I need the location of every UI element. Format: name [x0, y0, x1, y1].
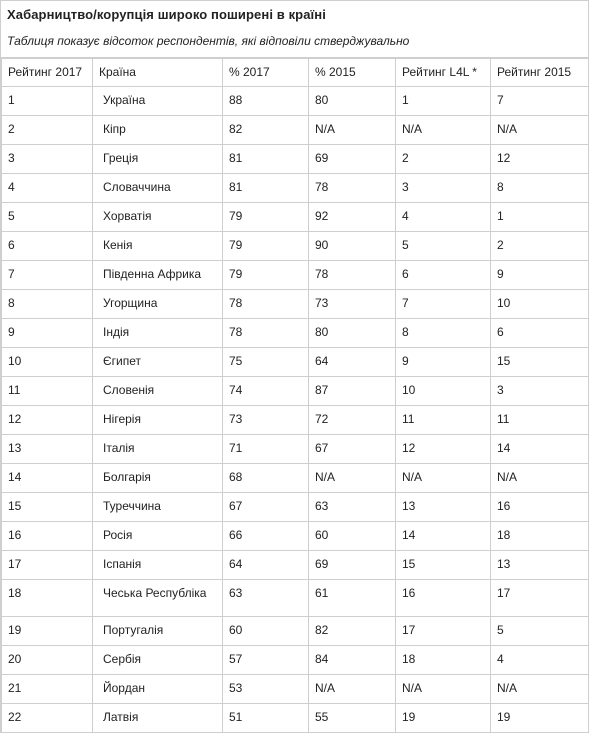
- cell-rank-2015: N/A: [491, 464, 589, 493]
- cell-country: Словенія: [93, 377, 223, 406]
- cell-pct-2015: 82: [309, 617, 396, 646]
- cell-rank-l4l: N/A: [396, 464, 491, 493]
- table-row: [2, 464, 589, 493]
- cell-rank-2017: 19: [2, 617, 93, 646]
- cell-rank-2015: N/A: [491, 116, 589, 145]
- cell-pct-2017: 88: [223, 87, 309, 116]
- cell-rank-2017: 20: [2, 646, 93, 675]
- cell-country: Нігерія: [93, 406, 223, 435]
- cell-country: Південна Африка: [93, 261, 223, 290]
- cell-pct-2015: 90: [309, 232, 396, 261]
- cell-country: Греція: [93, 145, 223, 174]
- cell-rank-2017: 3: [2, 145, 93, 174]
- cell-pct-2015: 55: [309, 704, 396, 733]
- cell-pct-2015: 80: [309, 319, 396, 348]
- cell-pct-2017: 57: [223, 646, 309, 675]
- cell-country: Індія: [93, 319, 223, 348]
- cell-pct-2015: N/A: [309, 464, 396, 493]
- cell-rank-2015: 18: [491, 522, 589, 551]
- cell-pct-2017: 68: [223, 464, 309, 493]
- cell-rank-2015: 16: [491, 493, 589, 522]
- cell-rank-l4l: 11: [396, 406, 491, 435]
- cell-rank-2015: 12: [491, 145, 589, 174]
- table-row: [2, 203, 589, 232]
- table-row: [2, 87, 589, 116]
- cell-pct-2015: 84: [309, 646, 396, 675]
- cell-rank-l4l: 17: [396, 617, 491, 646]
- cell-country: Україна: [93, 87, 223, 116]
- cell-rank-2015: 8: [491, 174, 589, 203]
- cell-rank-2015: 15: [491, 348, 589, 377]
- table-title: Хабарництво/корупція широко поширені в країні: [7, 7, 326, 22]
- cell-rank-2015: N/A: [491, 675, 589, 704]
- cell-pct-2017: 78: [223, 290, 309, 319]
- cell-pct-2017: 79: [223, 261, 309, 290]
- cell-rank-2017: 9: [2, 319, 93, 348]
- cell-country: Болгарія: [93, 464, 223, 493]
- cell-country: Португалія: [93, 617, 223, 646]
- cell-pct-2015: 87: [309, 377, 396, 406]
- cell-pct-2015: 78: [309, 174, 396, 203]
- table-caption: [1, 1, 588, 58]
- cell-country: Угорщина: [93, 290, 223, 319]
- cell-pct-2017: 82: [223, 116, 309, 145]
- table-header: [2, 59, 589, 87]
- cell-pct-2017: 64: [223, 551, 309, 580]
- cell-pct-2015: 92: [309, 203, 396, 232]
- cell-pct-2017: 66: [223, 522, 309, 551]
- cell-pct-2015: 69: [309, 551, 396, 580]
- table-row: [2, 232, 589, 261]
- cell-rank-2017: 4: [2, 174, 93, 203]
- cell-pct-2015: 80: [309, 87, 396, 116]
- cell-rank-l4l: 5: [396, 232, 491, 261]
- cell-rank-2017: 14: [2, 464, 93, 493]
- cell-rank-2017: 18: [2, 580, 93, 617]
- cell-pct-2017: 78: [223, 319, 309, 348]
- cell-country: Сербія: [93, 646, 223, 675]
- cell-rank-2017: 5: [2, 203, 93, 232]
- cell-rank-l4l: 4: [396, 203, 491, 232]
- table-body: [2, 87, 589, 733]
- header-rank-2015: Рейтинг 2015: [491, 59, 589, 87]
- cell-rank-l4l: 14: [396, 522, 491, 551]
- cell-rank-l4l: 7: [396, 290, 491, 319]
- cell-rank-2017: 17: [2, 551, 93, 580]
- cell-pct-2017: 79: [223, 232, 309, 261]
- cell-pct-2017: 81: [223, 145, 309, 174]
- cell-rank-l4l: N/A: [396, 116, 491, 145]
- cell-rank-2015: 5: [491, 617, 589, 646]
- table-row: [2, 116, 589, 145]
- cell-rank-2015: 9: [491, 261, 589, 290]
- cell-pct-2015: 60: [309, 522, 396, 551]
- table-row: [2, 377, 589, 406]
- cell-pct-2015: 73: [309, 290, 396, 319]
- table-row: [2, 435, 589, 464]
- cell-pct-2017: 73: [223, 406, 309, 435]
- cell-rank-2017: 6: [2, 232, 93, 261]
- cell-rank-l4l: 9: [396, 348, 491, 377]
- cell-rank-l4l: 15: [396, 551, 491, 580]
- cell-rank-2017: 8: [2, 290, 93, 319]
- cell-rank-2017: 1: [2, 87, 93, 116]
- cell-pct-2017: 79: [223, 203, 309, 232]
- cell-rank-2015: 3: [491, 377, 589, 406]
- cell-pct-2017: 81: [223, 174, 309, 203]
- cell-rank-l4l: 8: [396, 319, 491, 348]
- cell-rank-2017: 2: [2, 116, 93, 145]
- header-pct-2017: % 2017: [223, 59, 309, 87]
- cell-country: Йордан: [93, 675, 223, 704]
- table-row: [2, 675, 589, 704]
- cell-pct-2017: 71: [223, 435, 309, 464]
- cell-country: Латвія: [93, 704, 223, 733]
- table-row: [2, 174, 589, 203]
- cell-country: Хорватія: [93, 203, 223, 232]
- table-row: [2, 348, 589, 377]
- header-pct-2015: % 2015: [309, 59, 396, 87]
- table-row: [2, 290, 589, 319]
- cell-country: Італія: [93, 435, 223, 464]
- table-row: [2, 493, 589, 522]
- cell-pct-2015: 64: [309, 348, 396, 377]
- cell-rank-2017: 16: [2, 522, 93, 551]
- cell-rank-2017: 21: [2, 675, 93, 704]
- cell-rank-2017: 12: [2, 406, 93, 435]
- header-rank-2017: Рейтинг 2017: [2, 59, 93, 87]
- cell-rank-2017: 11: [2, 377, 93, 406]
- cell-country: Словаччина: [93, 174, 223, 203]
- cell-rank-2015: 17: [491, 580, 589, 617]
- cell-country: Кіпр: [93, 116, 223, 145]
- cell-rank-2015: 13: [491, 551, 589, 580]
- table-row: [2, 580, 589, 617]
- cell-pct-2015: 72: [309, 406, 396, 435]
- cell-rank-2015: 1: [491, 203, 589, 232]
- cell-rank-2017: 7: [2, 261, 93, 290]
- cell-pct-2017: 60: [223, 617, 309, 646]
- header-country: Країна: [93, 59, 223, 87]
- cell-rank-2015: 11: [491, 406, 589, 435]
- cell-rank-2017: 22: [2, 704, 93, 733]
- table-row: [2, 551, 589, 580]
- cell-rank-2015: 14: [491, 435, 589, 464]
- cell-rank-l4l: 18: [396, 646, 491, 675]
- cell-country: Іспанія: [93, 551, 223, 580]
- cell-pct-2015: 69: [309, 145, 396, 174]
- table-row: [2, 522, 589, 551]
- cell-rank-2017: 15: [2, 493, 93, 522]
- cell-pct-2017: 75: [223, 348, 309, 377]
- cell-rank-l4l: 3: [396, 174, 491, 203]
- cell-rank-2015: 6: [491, 319, 589, 348]
- table-row: [2, 261, 589, 290]
- table-row: [2, 406, 589, 435]
- table-row: [2, 704, 589, 733]
- table-subtitle: Таблиця показує відсоток респондентів, які відповіли стверджувально: [7, 34, 410, 48]
- cell-rank-l4l: 6: [396, 261, 491, 290]
- cell-pct-2017: 74: [223, 377, 309, 406]
- cell-rank-2017: 10: [2, 348, 93, 377]
- header-rank-l4l: Рейтинг L4L *: [396, 59, 491, 87]
- ranking-table: [1, 58, 589, 733]
- cell-rank-l4l: 13: [396, 493, 491, 522]
- cell-rank-l4l: 1: [396, 87, 491, 116]
- cell-pct-2015: 61: [309, 580, 396, 617]
- cell-pct-2017: 63: [223, 580, 309, 617]
- cell-pct-2015: 67: [309, 435, 396, 464]
- cell-rank-l4l: 12: [396, 435, 491, 464]
- cell-country: Кенія: [93, 232, 223, 261]
- cell-rank-l4l: 16: [396, 580, 491, 617]
- cell-pct-2017: 51: [223, 704, 309, 733]
- cell-pct-2015: 78: [309, 261, 396, 290]
- cell-pct-2015: 63: [309, 493, 396, 522]
- cell-rank-l4l: 2: [396, 145, 491, 174]
- table-row: [2, 145, 589, 174]
- cell-rank-l4l: 19: [396, 704, 491, 733]
- cell-rank-l4l: N/A: [396, 675, 491, 704]
- cell-pct-2017: 67: [223, 493, 309, 522]
- cell-pct-2017: 53: [223, 675, 309, 704]
- cell-rank-2015: 19: [491, 704, 589, 733]
- cell-rank-2015: 4: [491, 646, 589, 675]
- cell-country: Чеська Республіка: [93, 580, 223, 617]
- table-row: [2, 319, 589, 348]
- table-row: [2, 617, 589, 646]
- cell-country: Росія: [93, 522, 223, 551]
- header-row: [2, 59, 589, 87]
- cell-rank-2015: 10: [491, 290, 589, 319]
- cell-rank-2017: 13: [2, 435, 93, 464]
- cell-country: Єгипет: [93, 348, 223, 377]
- cell-rank-2015: 7: [491, 87, 589, 116]
- cell-rank-2015: 2: [491, 232, 589, 261]
- cell-rank-l4l: 10: [396, 377, 491, 406]
- table-row: [2, 646, 589, 675]
- cell-country: Туреччина: [93, 493, 223, 522]
- cell-pct-2015: N/A: [309, 675, 396, 704]
- cell-pct-2015: N/A: [309, 116, 396, 145]
